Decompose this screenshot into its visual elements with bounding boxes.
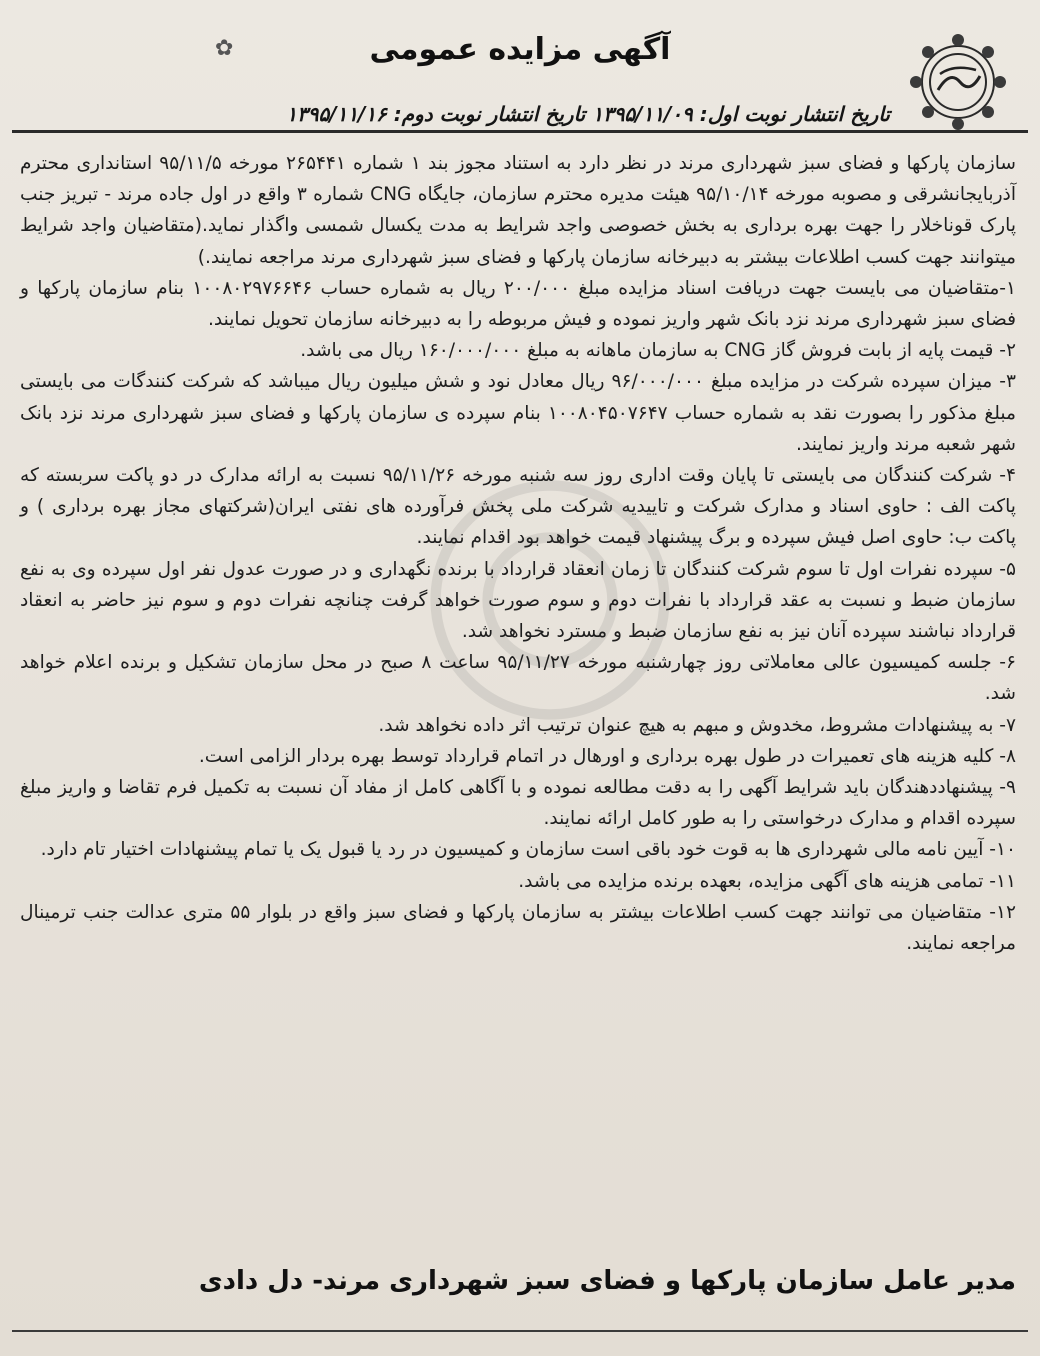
clause-4: ۴- شرکت کنندگان می بایستی تا پایان وقت اداری روز سه شنبه مورخه ۹۵/۱۱/۲۶ نسبت به ارائه مدارک در دو پاکت سربسته که پاکت الف : حاوی اسناد و مدارک شرکت و تاییدیه شرکت ملی پخش فرآورده های نفتی ایران(شرکتهای مجاز بهره برداری ) و پاکت ب: حاوی اصل فیش سپرده و برگ پیشنهاد قیمت خواهد بود اقدام نمایند. xyxy=(20,465,1016,549)
signature-line: مدیر عامل سازمان پارکها و فضای سبز شهرداری مرند- دل دادی xyxy=(198,1266,1016,1296)
municipality-seal-icon xyxy=(898,30,1018,134)
clause-7: ۷- به پیشنهادات مشروط، مخدوش و مبهم به هیچ عنوان ترتیب اثر داده نخواهد شد. xyxy=(378,714,1016,736)
header-divider xyxy=(12,130,1028,133)
page-title: آگهی مزایده عمومی xyxy=(369,32,671,67)
clause-2: ۲- قیمت پایه از بابت فروش گاز CNG به سازمان ماهانه به مبلغ ۱۶۰/۰۰۰/۰۰۰ ریال می باشد. xyxy=(300,340,1016,362)
intro-paragraph: سازمان پارکها و فضای سبز شهرداری مرند در نظر دارد به استناد مجوز بند ۱ شماره ۲۶۵۴۴۱ مورخه ۹۵/۱۱/۵ استانداری محترم آذربایجانشرقی و مصوبه مورخه ۹۵/۱۰/۱۴ هیئت مدیره محترم سازمان، جایگاه CNG شماره ۳ واقع در اول جاده مرند - تبریز جنب پارک قوناخلار را جهت بهره برداری به بخش خصوصی واجد شرایط به مدت یکسال شمسی واگذار نماید.(متقاضیان واجد شرایط میتوانند جهت کسب اطلاعات بیشتر به دبیرخانه سازمان پارکها و فضای سبز شهرداری مرند مراجعه نمایند.) xyxy=(20,153,1016,268)
header xyxy=(0,14,1040,132)
clause-5: ۵- سپرده نفرات اول تا سوم شرکت کنندگان تا زمان انعقاد قرارداد با برنده نگهداری و در صورت عدول نفر اول سپرده وی به نفع سازمان ضبط و نسبت به عقد قرارداد با نفرات دوم و سوم صورت خواهد گرفت چنانچه نفرات دوم و سوم نیز حاضر به انعقاد قرارداد نباشند سپرده آنان نیز به نفع سازمان ضبط و مسترد نخواهد شد. xyxy=(20,558,1016,643)
clause-8: ۸- کلیه هزینه های تعمیرات در طول بهره برداری و اورهال در اتمام قرارداد توسط بهره بردار الزامی است. xyxy=(198,745,1016,767)
clause-11: ۱۱- تمامی هزینه های آگهی مزایده، بعهده برنده مزایده می باشد. xyxy=(518,870,1016,892)
publication-dates: تاریخ انتشار نوبت اول: ۱۳۹۵/۱۱/۰۹ تاریخ انتشار نوبت دوم: ۱۳۹۵/۱۱/۱۶ xyxy=(286,102,890,126)
announcement-body xyxy=(20,148,1016,959)
decorative-star-icon: ✿ xyxy=(215,36,234,61)
clause-6: ۶- جلسه کمیسیون عالی معاملاتی روز چهارشنبه مورخه ۹۵/۱۱/۲۷ ساعت ۸ صبح در محل سازمان تشکیل و برنده اعلام خواهد شد. xyxy=(20,652,1017,705)
clause-10: ۱۰- آیین نامه مالی شهرداری ها به قوت خود باقی است سازمان و کمیسیون در رد یا قبول یک یا تمام پیشنهادات اختیار تام دارد. xyxy=(40,839,1016,861)
clause-12: ۱۲- متقاضیان می توانند جهت کسب اطلاعات بیشتر به سازمان پارکها و فضای سبز واقع در بلوار ۵۵ متری عدالت جنب ترمینال مراجعه نمایند. xyxy=(20,901,1016,955)
clause-1: ۱-متقاضیان می بایست جهت دریافت اسناد مزایده مبلغ ۲۰۰/۰۰۰ ریال به شماره حساب ۱۰۰۸۰۲۹۷۶۶۴۶ بنام سازمان پارکها و فضای سبز شهرداری مرند نزد بانک شهر واریز نموده و فیش مربوطه را به دبیرخانه سازمان تحویل نمایند. xyxy=(20,277,1017,331)
clause-9: ۹- پیشنهاددهندگان باید شرایط آگهی را به دقت مطالعه نموده و با آگاهی کامل از مفاد آن نسبت به تکمیل فرم تقاضا و واریز مبلغ سپرده اقدام و مدارک درخواستی را به طور کامل ارائه نمایند. xyxy=(20,777,1016,830)
footer-divider xyxy=(12,1330,1028,1332)
clause-3: ۳- میزان سپرده شرکت در مزایده مبلغ ۹۶/۰۰۰/۰۰۰ ریال معادل نود و شش میلیون ریال میباشد که شرکت کنندگات می بایستی مبلغ مذکور را بصورت نقد به شماره حساب ۱۰۰۸۰۴۵۰۷۶۴۷ بنام سپرده ی سازمان پارکها و فضای سبز شهرداری مرند نزد بانک شهر شعبه مرند واریز نمایند. xyxy=(20,371,1016,455)
